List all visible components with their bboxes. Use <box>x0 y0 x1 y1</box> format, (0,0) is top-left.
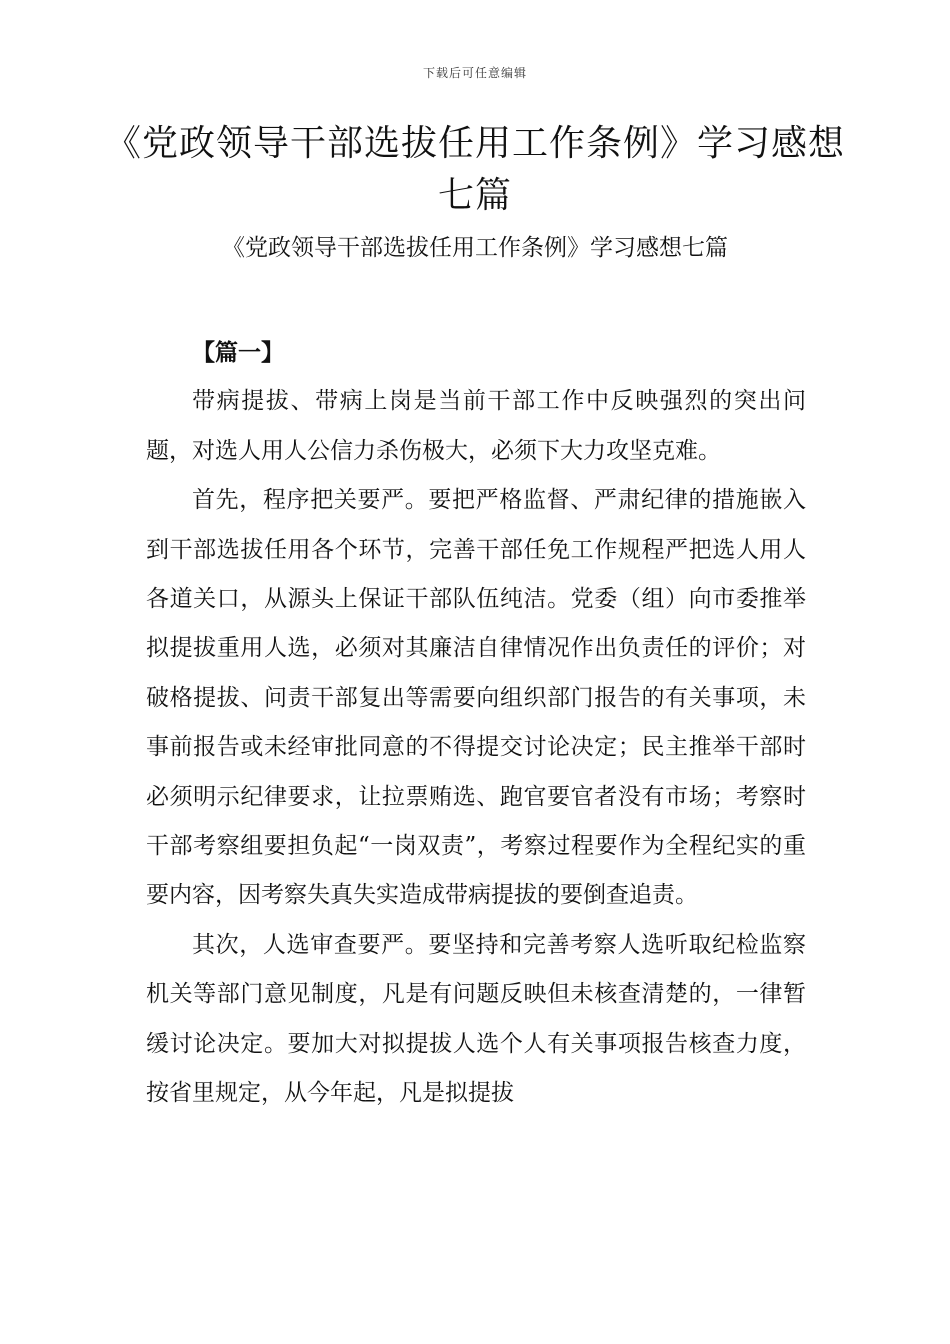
paragraph: 带病提拔、带病上岗是当前干部工作中反映强烈的突出问题，对选人用人公信力杀伤极大，必须下大力攻坚克难。 <box>146 388 806 464</box>
document-title: 《党政领导干部选拔任用工作条例》学习感想七篇 <box>104 123 845 216</box>
document-body <box>146 328 806 1119</box>
section-label: 【篇一】 <box>192 339 284 366</box>
paragraph: 其次，人选审查要严。要坚持和完善考察人选听取纪检监察机关等部门意见制度，凡是有问题反映但未核查清楚的，一律暂缓讨论决定。要加大对拟提拔人选个人有关事项报告核查力度，按省里规定，从今年起，凡是拟提拔 <box>146 931 806 1107</box>
paragraph: 首先，程序把关要严。要把严格监督、严肃纪律的措施嵌入到干部选拔任用各个环节，完善干部任免工作规程严把选人用人各道关口，从源头上保证干部队伍纯洁。党委（组）向市委推举拟提拔重用人选，必须对其廉洁自律情况作出负责任的评价；对破格提拔、问责干部复出等需要向组织部门报告的有关事项，未事前报告或未经审批同意的不得提交讨论决定；民主推举干部时必须明示纪律要求，让拉票贿选、跑官要官者没有市场；考察时干部考察组要担负起“一岗双责”，考察过程要作为全程纪实的重要内容，因考察失真失实造成带病提拔的要倒查追责。 <box>146 487 806 909</box>
header-note: 下载后可任意编辑 <box>422 66 527 80</box>
document-subtitle: 《党政领导干部选拔任用工作条例》学习感想七篇 <box>222 235 728 261</box>
